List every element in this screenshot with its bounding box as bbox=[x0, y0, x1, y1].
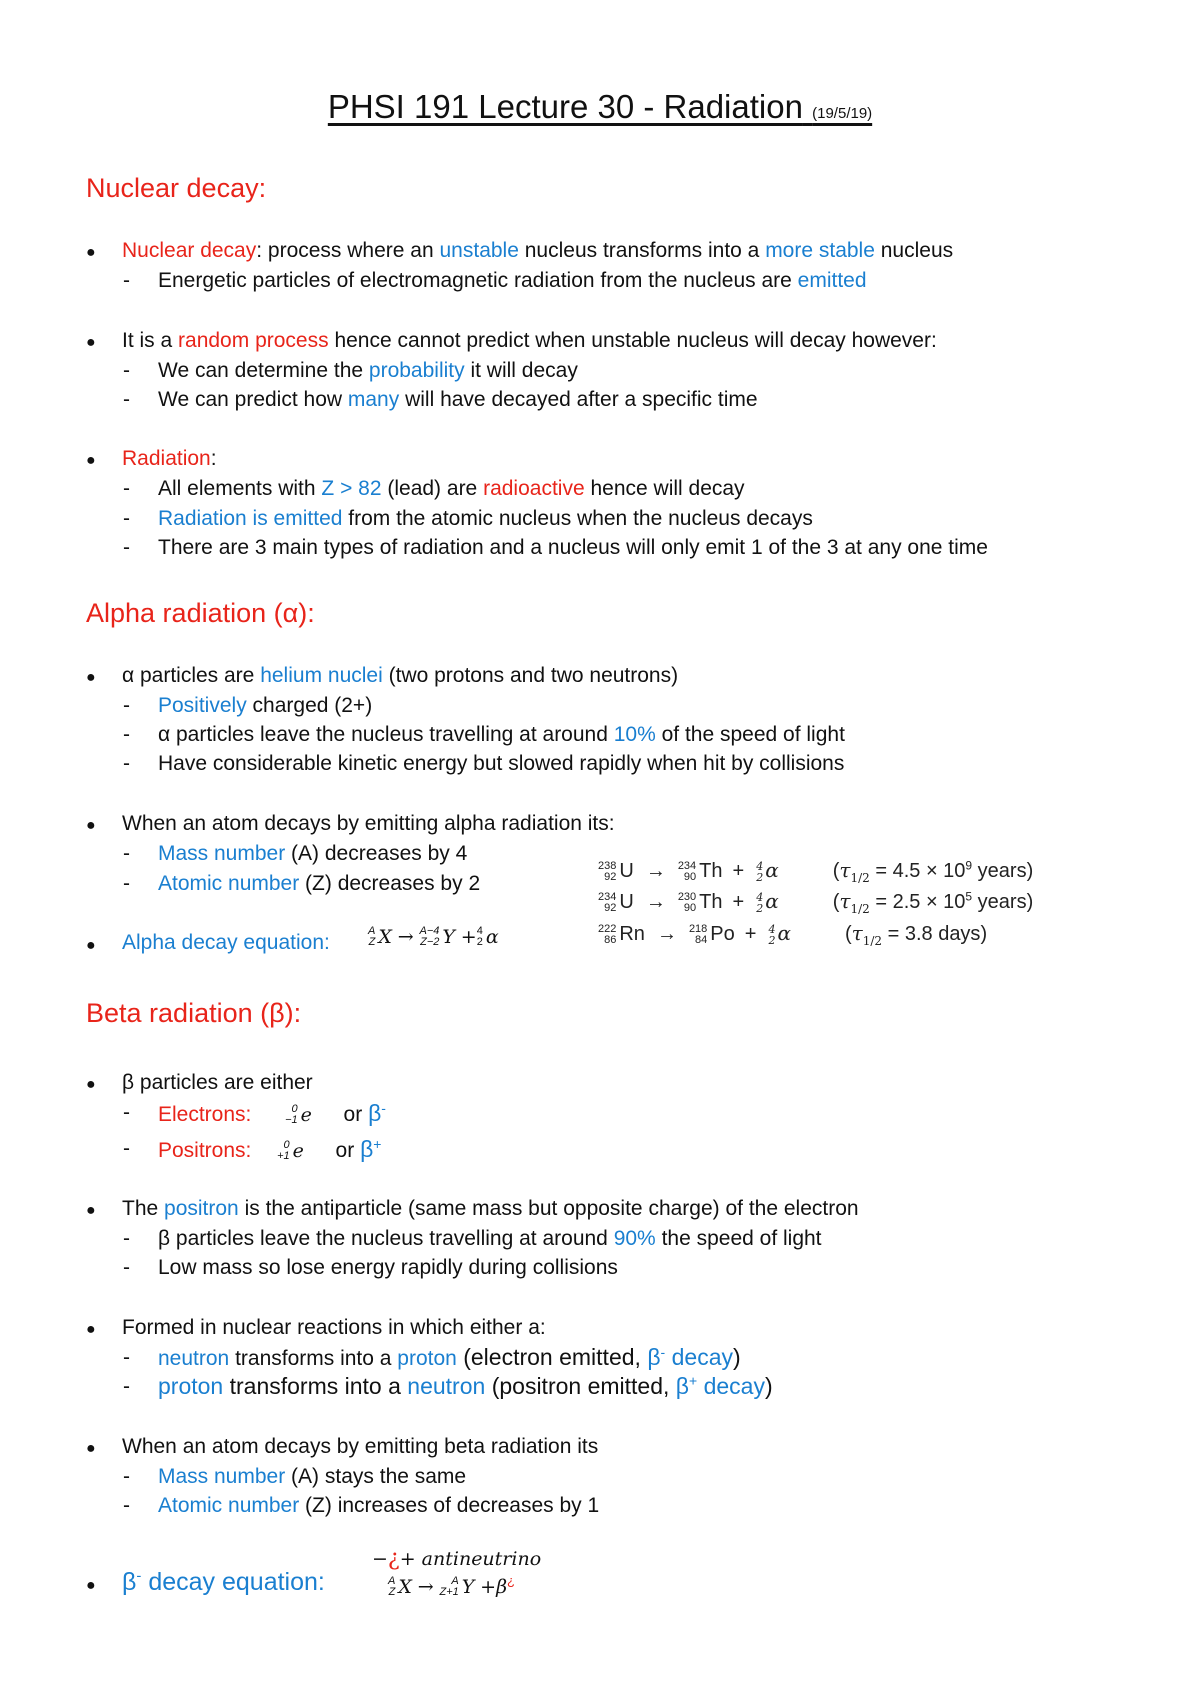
term: Radiation bbox=[122, 447, 211, 470]
open-paren: ( bbox=[832, 860, 840, 882]
plus: + bbox=[744, 923, 757, 945]
beta-symbol: β bbox=[158, 1227, 171, 1250]
atomic-number: 84 bbox=[695, 933, 708, 946]
beta-minus-symbol: β bbox=[368, 1100, 382, 1126]
sub-item bbox=[158, 1373, 773, 1399]
decay-equation-row bbox=[598, 889, 1033, 914]
dash-marker: - bbox=[123, 1465, 130, 1488]
parent-symbol: X bbox=[398, 1576, 412, 1598]
decay-equation-row bbox=[598, 921, 987, 946]
bullet-dot: ● bbox=[86, 244, 96, 261]
keyword: Positively bbox=[158, 694, 247, 717]
sub-item bbox=[158, 1493, 599, 1519]
text: The bbox=[122, 1197, 165, 1220]
text: Low mass so lose energy rapidly during collisions bbox=[158, 1256, 618, 1279]
atomic-number: 2 bbox=[768, 933, 776, 947]
beta-symbol: β bbox=[122, 1071, 135, 1094]
term: Nuclear decay bbox=[122, 239, 257, 262]
text: or bbox=[343, 1103, 369, 1126]
dash-marker: - bbox=[123, 752, 130, 775]
sub-item bbox=[158, 1226, 822, 1252]
text: ) bbox=[764, 1373, 773, 1399]
title-main: PHSI 191 Lecture 30 - Radiation bbox=[327, 88, 803, 125]
text: (Z) increases of decreases by 1 bbox=[299, 1494, 600, 1517]
half-life-unit: ) bbox=[980, 923, 988, 945]
keyword: decay bbox=[697, 1373, 765, 1399]
beta-symbol: β bbox=[122, 1568, 137, 1596]
keyword: Atomic number bbox=[158, 872, 300, 895]
sub-item bbox=[158, 751, 844, 777]
mass-number: 222 bbox=[598, 922, 617, 935]
subscript: 1/2 bbox=[862, 934, 883, 948]
text: We can determine the bbox=[158, 359, 369, 382]
mass-number: 234 bbox=[598, 890, 617, 903]
keyword: Mass number bbox=[158, 842, 286, 865]
alpha-symbol: α bbox=[777, 921, 791, 945]
sub-item bbox=[158, 1464, 466, 1490]
arrow: → bbox=[417, 1576, 434, 1598]
bullet-dot: ● bbox=[86, 937, 96, 954]
text: + antineutrino bbox=[399, 1548, 542, 1570]
text: transforms into a bbox=[223, 1373, 408, 1399]
text: the speed of light bbox=[655, 1227, 822, 1250]
plus: + bbox=[480, 1576, 497, 1598]
list-item bbox=[122, 1566, 325, 1598]
keyword: positron bbox=[164, 1197, 239, 1220]
text: hence will decay bbox=[584, 477, 745, 500]
title-date: (19/5/19) bbox=[812, 105, 873, 122]
text: Have considerable kinetic energy but slowed rapidly when hit by collisions bbox=[158, 752, 845, 775]
mass-number: A−4 bbox=[419, 925, 440, 938]
dash-marker: - bbox=[123, 1494, 130, 1517]
text: charged (2+) bbox=[246, 694, 373, 717]
half-life-unit: years) bbox=[972, 891, 1034, 913]
text: All elements with bbox=[158, 477, 322, 500]
keyword: Alpha decay equation: bbox=[122, 931, 330, 954]
text: When an atom decays by emitting alpha radiation its: bbox=[122, 812, 615, 835]
atomic-number: 92 bbox=[604, 901, 617, 914]
charge-number: −1 bbox=[285, 1114, 298, 1127]
sub-item bbox=[158, 387, 758, 413]
text: − bbox=[372, 1548, 388, 1570]
tau-symbol: τ bbox=[851, 921, 863, 945]
dash-marker: - bbox=[123, 1256, 130, 1279]
bullet-dot: ● bbox=[86, 334, 96, 351]
dash-marker: - bbox=[123, 477, 130, 500]
superscript: - bbox=[660, 1344, 666, 1360]
text: (positron emitted, bbox=[485, 1373, 676, 1399]
plus: + bbox=[460, 926, 477, 948]
dash-marker: - bbox=[123, 1137, 130, 1160]
arrow: → bbox=[397, 926, 414, 948]
mass-number: 4 bbox=[756, 890, 764, 904]
list-item bbox=[122, 1434, 598, 1460]
keyword: 10% bbox=[613, 723, 656, 746]
dash-marker: - bbox=[123, 507, 130, 530]
keyword: proton bbox=[158, 1373, 224, 1399]
dash-marker: - bbox=[123, 388, 130, 411]
arrow: → bbox=[645, 891, 666, 913]
list-item bbox=[122, 446, 217, 472]
sub-item bbox=[158, 1100, 386, 1128]
exponent: 9 bbox=[965, 858, 973, 873]
bullet-dot: ● bbox=[86, 817, 96, 834]
electron-symbol: e bbox=[300, 1104, 312, 1126]
sub-item bbox=[158, 1344, 741, 1372]
keyword: unstable bbox=[439, 239, 519, 262]
alpha-symbol: α bbox=[485, 926, 499, 948]
dash-marker: - bbox=[123, 1346, 130, 1369]
text: particles are bbox=[134, 664, 261, 687]
text: (lead) are bbox=[381, 477, 484, 500]
open-paren: ( bbox=[844, 923, 852, 945]
open-paren: ( bbox=[832, 891, 840, 913]
sub-item bbox=[158, 476, 745, 502]
heading-nuclear-decay: Nuclear decay: bbox=[86, 173, 267, 203]
mass-number: A bbox=[368, 925, 376, 938]
daughter-symbol: Th bbox=[699, 891, 723, 913]
plus: + bbox=[732, 860, 745, 882]
alpha-symbol: α bbox=[122, 664, 135, 687]
sub-item bbox=[158, 722, 845, 748]
text: will have decayed after a specific time bbox=[399, 388, 758, 411]
text: nucleus bbox=[874, 239, 954, 262]
atomic-number: 2 bbox=[756, 901, 764, 915]
list-item bbox=[122, 930, 330, 956]
text: : process where an bbox=[256, 239, 440, 262]
keyword: proton bbox=[397, 1347, 457, 1370]
keyword: Electrons: bbox=[158, 1103, 252, 1126]
beta-plus-symbol: β bbox=[360, 1136, 374, 1162]
dash-marker: - bbox=[123, 872, 130, 895]
superscript: + bbox=[689, 1372, 698, 1389]
beta-decay-equation bbox=[388, 1574, 515, 1600]
plus: + bbox=[732, 891, 745, 913]
subscript: 1/2 bbox=[850, 902, 870, 916]
text: particles are either bbox=[134, 1071, 313, 1094]
text: (Z) decreases by 2 bbox=[299, 872, 481, 895]
text: of the speed of light bbox=[655, 723, 845, 746]
list-item bbox=[122, 811, 615, 837]
text: transforms into a bbox=[229, 1347, 398, 1370]
heading-beta-radiation: Beta radiation (β): bbox=[86, 998, 302, 1028]
text: from the atomic nucleus when the nucleus decays bbox=[342, 507, 813, 530]
placeholder-glyph: ¿ bbox=[387, 1546, 400, 1571]
text: (A) stays the same bbox=[285, 1465, 467, 1488]
charge-number: +1 bbox=[277, 1150, 290, 1163]
atomic-number: Z bbox=[368, 936, 376, 949]
atomic-number: 2 bbox=[756, 870, 764, 884]
arrow: → bbox=[656, 923, 677, 945]
keyword: decay bbox=[665, 1344, 733, 1370]
dash-marker: - bbox=[123, 1101, 130, 1124]
mass-number: 0 bbox=[291, 1103, 298, 1116]
heading-alpha-radiation: Alpha radiation (α): bbox=[86, 598, 315, 628]
text: (two protons and two neutrons) bbox=[382, 664, 679, 687]
daughter-symbol: Po bbox=[710, 923, 735, 945]
keyword: Radiation is emitted bbox=[158, 507, 343, 530]
text: There are 3 main types of radiation and a nucleus will only emit 1 of the 3 at any one time bbox=[158, 536, 988, 559]
keyword: probability bbox=[368, 359, 465, 382]
half-life-value: = 2.5 × 10 bbox=[875, 891, 966, 913]
dash-marker: - bbox=[123, 359, 130, 382]
text: is the antiparticle (same mass but opposite charge) of the electron bbox=[238, 1197, 859, 1220]
parent-symbol: U bbox=[619, 860, 634, 882]
text: (electron emitted, bbox=[456, 1344, 648, 1370]
parent-symbol: U bbox=[619, 891, 634, 913]
keyword: many bbox=[347, 388, 400, 411]
keyword: 90% bbox=[613, 1227, 656, 1250]
sub-item bbox=[158, 693, 372, 719]
dash-marker: - bbox=[123, 1227, 130, 1250]
list-item bbox=[122, 1315, 546, 1341]
list-item bbox=[122, 663, 678, 689]
alpha-decay-equation bbox=[368, 924, 499, 950]
page-title bbox=[0, 88, 1200, 126]
text: It is a bbox=[122, 329, 179, 352]
text: We can predict how bbox=[158, 388, 348, 411]
bullet-dot: ● bbox=[86, 452, 96, 469]
dash-marker: - bbox=[123, 1375, 130, 1398]
mass-number: 218 bbox=[688, 922, 708, 935]
mass-number: 238 bbox=[598, 859, 617, 872]
list-item bbox=[122, 238, 953, 264]
sub-item bbox=[158, 535, 988, 561]
atomic-number: Z+1 bbox=[439, 1586, 459, 1599]
list-item bbox=[122, 1070, 313, 1096]
keyword: Positrons: bbox=[158, 1139, 252, 1162]
keyword: neutron bbox=[407, 1373, 486, 1399]
alpha-symbol: α bbox=[765, 858, 779, 882]
superscript: ¿ bbox=[507, 1573, 515, 1588]
list-item bbox=[122, 1196, 859, 1222]
keyword: Atomic number bbox=[158, 1494, 300, 1517]
bullet-dot: ● bbox=[86, 1577, 96, 1594]
mass-number: 4 bbox=[756, 859, 764, 873]
parent-symbol: X bbox=[378, 926, 392, 948]
half-life-unit: years) bbox=[972, 860, 1034, 882]
text: particles leave the nucleus travelling at around bbox=[170, 1227, 614, 1250]
keyword: more stable bbox=[765, 239, 875, 262]
bullet-dot: ● bbox=[86, 1076, 96, 1093]
superscript: - bbox=[381, 1100, 386, 1116]
mass-number: 234 bbox=[677, 859, 697, 872]
atomic-number: 92 bbox=[604, 870, 617, 883]
atomic-number: Z bbox=[388, 1586, 396, 1599]
sub-item bbox=[158, 1255, 618, 1281]
bullet-dot: ● bbox=[86, 1202, 96, 1219]
atomic-number: 2 bbox=[476, 936, 483, 949]
dash-marker: - bbox=[123, 842, 130, 865]
text: : bbox=[210, 447, 217, 470]
keyword: Z > 82 bbox=[321, 477, 382, 500]
list-item bbox=[122, 328, 937, 354]
beta-symbol: β bbox=[647, 1344, 661, 1370]
alpha-symbol: α bbox=[158, 723, 171, 746]
atomic-number: Z−2 bbox=[420, 936, 440, 949]
text: When an atom decays by emitting beta radiation its bbox=[122, 1435, 599, 1458]
exponent: 5 bbox=[965, 889, 973, 904]
mass-number: A bbox=[451, 1575, 459, 1588]
half-life-value: = 4.5 × 10 bbox=[875, 860, 966, 882]
dash-marker: - bbox=[123, 723, 130, 746]
text: nucleus transforms into a bbox=[518, 239, 766, 262]
text: particles leave the nucleus travelling at around bbox=[170, 723, 614, 746]
text: it will decay bbox=[464, 359, 578, 382]
text: (A) decreases by 4 bbox=[285, 842, 468, 865]
mass-number: 0 bbox=[283, 1139, 290, 1152]
superscript: + bbox=[373, 1136, 382, 1152]
atomic-number: 90 bbox=[683, 901, 697, 914]
mass-number: 4 bbox=[476, 925, 483, 938]
beta-equation-annotation bbox=[372, 1546, 541, 1572]
arrow: → bbox=[645, 860, 666, 882]
sub-item bbox=[158, 1136, 381, 1164]
keyword: neutron bbox=[158, 1347, 230, 1370]
tau-symbol: τ bbox=[839, 858, 851, 882]
text: ) bbox=[732, 1344, 741, 1370]
mass-number: 4 bbox=[768, 922, 776, 936]
daughter-symbol: Th bbox=[699, 860, 723, 882]
tau-symbol: τ bbox=[839, 889, 851, 913]
keyword: helium nuclei bbox=[260, 664, 383, 687]
keyword: emitted bbox=[797, 269, 867, 292]
text: Formed in nuclear reactions in which either a: bbox=[122, 1316, 546, 1339]
sub-item bbox=[158, 506, 813, 532]
subscript: 1/2 bbox=[850, 871, 870, 885]
dash-marker: - bbox=[123, 536, 130, 559]
atomic-number: 86 bbox=[604, 933, 617, 946]
sub-item bbox=[158, 841, 467, 867]
keyword: radioactive bbox=[483, 477, 585, 500]
keyword: Mass number bbox=[158, 1465, 286, 1488]
daughter-symbol: Y bbox=[442, 926, 455, 948]
atomic-number: 90 bbox=[683, 870, 697, 883]
mass-number: 230 bbox=[677, 890, 697, 903]
beta-symbol: β bbox=[675, 1373, 690, 1399]
daughter-symbol: Y bbox=[461, 1576, 475, 1598]
bullet-dot: ● bbox=[86, 669, 96, 686]
text: hence cannot predict when unstable nucleus will decay however: bbox=[328, 329, 937, 352]
keyword: decay equation: bbox=[141, 1568, 325, 1596]
bullet-dot: ● bbox=[86, 1321, 96, 1338]
sub-item bbox=[158, 871, 480, 897]
dash-marker: - bbox=[123, 694, 130, 717]
alpha-symbol: α bbox=[765, 889, 779, 913]
superscript: - bbox=[136, 1567, 142, 1585]
half-life-value: = 3.8 days bbox=[887, 923, 981, 945]
sub-item bbox=[158, 358, 578, 384]
dash-marker: - bbox=[123, 269, 130, 292]
sub-item bbox=[158, 268, 867, 294]
beta-symbol: β bbox=[496, 1576, 508, 1598]
bullet-dot: ● bbox=[86, 1440, 96, 1457]
parent-symbol: Rn bbox=[619, 923, 645, 945]
text: Energetic particles of electromagnetic radiation from the nucleus are bbox=[158, 269, 798, 292]
decay-equation-row bbox=[598, 858, 1033, 883]
keyword: random process bbox=[178, 329, 329, 352]
mass-number: A bbox=[388, 1575, 396, 1588]
text: or bbox=[335, 1139, 361, 1162]
positron-symbol: e bbox=[292, 1140, 304, 1162]
